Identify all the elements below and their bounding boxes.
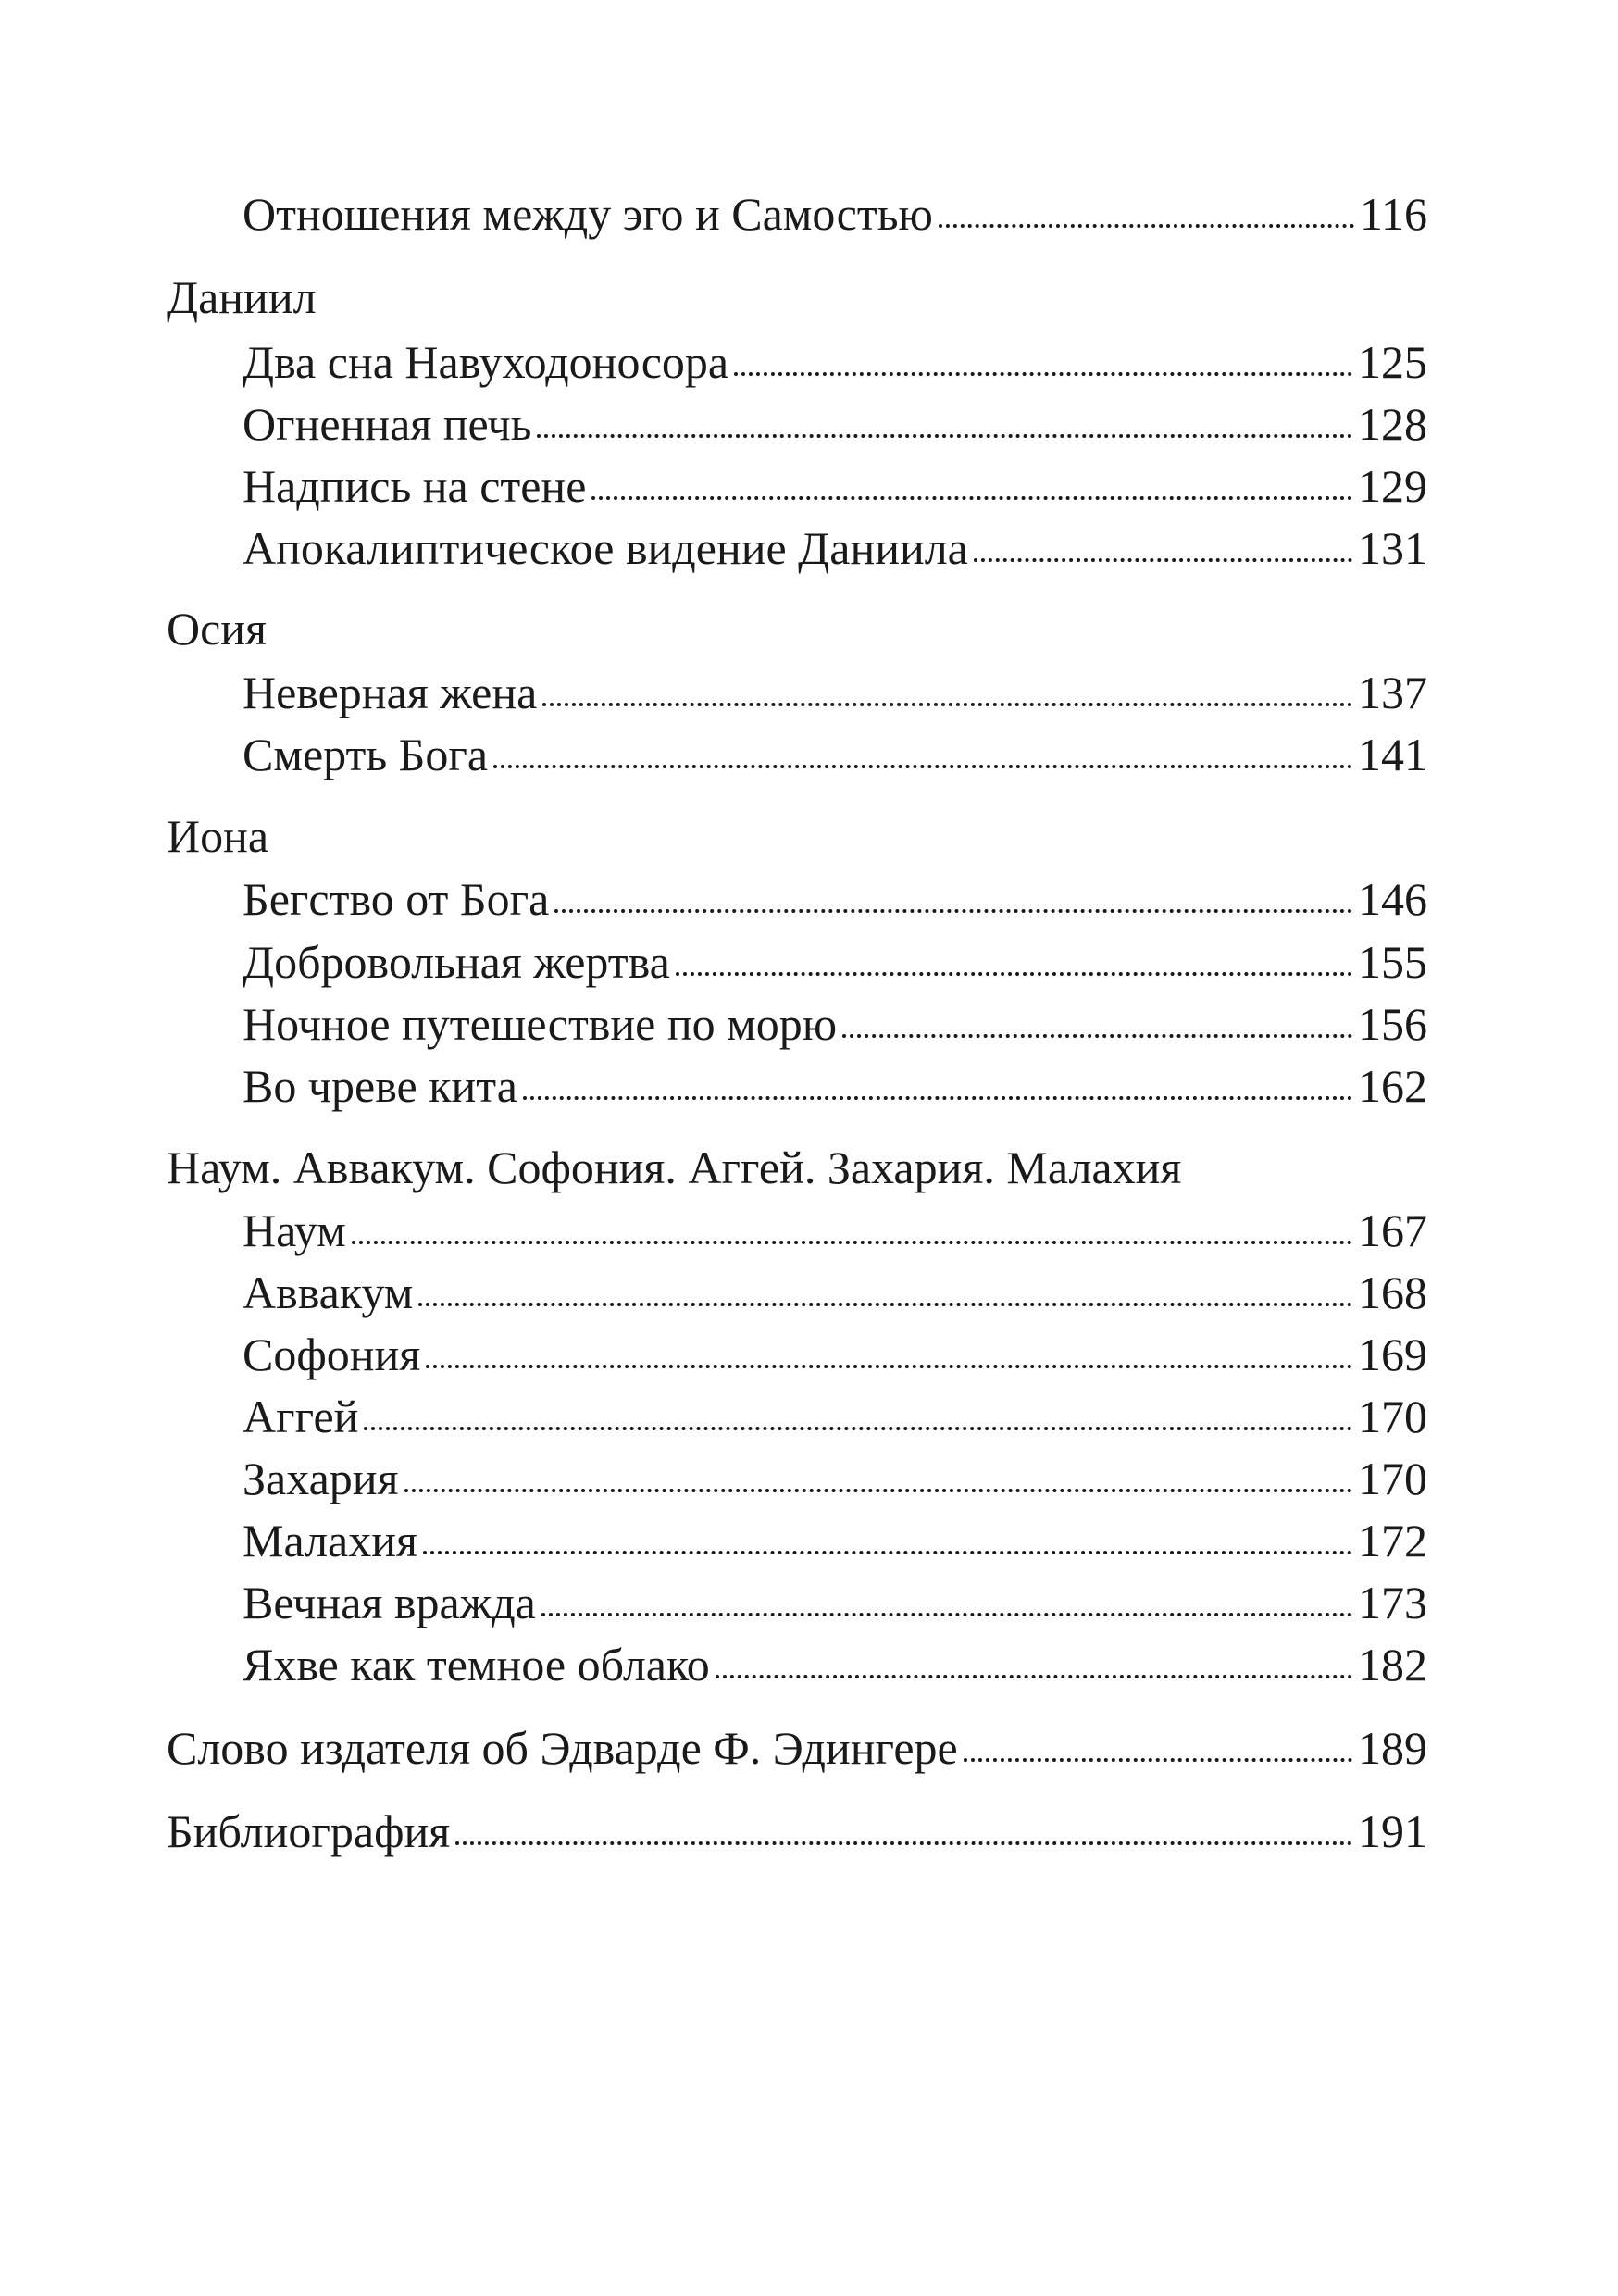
toc-entry[interactable] — [243, 522, 1427, 574]
toc-entry-page: 125 — [1358, 336, 1427, 388]
toc-entry-page: 167 — [1358, 1204, 1427, 1256]
toc-entry-page: 131 — [1358, 522, 1427, 574]
toc-entry-page: 162 — [1358, 1060, 1427, 1112]
toc-entry-page: 173 — [1358, 1577, 1427, 1628]
toc-entry-page: 137 — [1358, 667, 1427, 718]
toc-entry-page: 170 — [1358, 1453, 1427, 1504]
toc-entry-title: Яхве как темное облако — [243, 1639, 710, 1691]
toc-entry-page: 170 — [1358, 1391, 1427, 1442]
toc-entry-ego-self[interactable] — [243, 188, 1427, 240]
dot-leader — [542, 703, 1352, 706]
dot-leader — [493, 765, 1352, 768]
toc-entry-publisher-note[interactable] — [167, 1722, 1427, 1774]
toc-entry-title: Смерть Бога — [243, 729, 489, 780]
dot-leader — [423, 1551, 1352, 1554]
toc-entry-page: 168 — [1358, 1267, 1427, 1318]
toc-entry[interactable] — [243, 998, 1427, 1050]
dot-leader — [591, 496, 1352, 500]
toc-entry-title: Огненная печь — [243, 398, 532, 450]
dot-leader — [734, 372, 1352, 376]
toc-entry-page: 116 — [1359, 188, 1427, 240]
toc-entry[interactable] — [243, 1204, 1427, 1256]
dot-leader — [964, 1758, 1352, 1762]
toc-entry-title: Ночное путешествие по морю — [243, 998, 838, 1050]
toc-entry-page: 189 — [1358, 1722, 1427, 1774]
toc-entry-title: Вечная вражда — [243, 1577, 536, 1628]
toc-entry-page: 172 — [1358, 1515, 1427, 1566]
toc-entry-page: 156 — [1358, 998, 1427, 1050]
toc-entry[interactable] — [243, 731, 1427, 778]
toc-entry-title: Малахия — [243, 1515, 417, 1566]
toc-entry-title: Два сна Навуходоносора — [243, 336, 729, 388]
toc-entry[interactable] — [243, 1517, 1427, 1564]
toc-entry-page: 182 — [1358, 1639, 1427, 1691]
section-heading-jonah: Иона — [167, 810, 269, 862]
toc-entry[interactable] — [243, 873, 1427, 925]
toc-entry[interactable] — [243, 1269, 1427, 1316]
toc-entry[interactable] — [243, 336, 1427, 388]
toc-entry-title: Апокалиптическое видение Даниила — [243, 522, 968, 574]
toc-entry-title: Надпись на стене — [243, 460, 587, 512]
dot-leader — [676, 972, 1352, 976]
toc-entry-title: Наум — [243, 1204, 346, 1256]
toc-entry[interactable] — [243, 398, 1427, 450]
toc-entry-bibliography[interactable] — [167, 1805, 1427, 1857]
toc-entry-page: 155 — [1358, 936, 1427, 988]
toc-entry-title: Неверная жена — [243, 667, 538, 718]
toc-entry-page: 129 — [1358, 460, 1427, 512]
toc-entry-title: Аввакум — [243, 1267, 414, 1318]
dot-leader — [404, 1489, 1352, 1492]
dot-leader — [716, 1675, 1352, 1678]
toc-entry[interactable] — [243, 669, 1427, 716]
toc-entry[interactable] — [243, 460, 1427, 512]
dot-leader — [418, 1303, 1352, 1306]
toc-entry[interactable] — [243, 936, 1427, 988]
toc-entry[interactable] — [243, 1579, 1427, 1626]
dot-leader — [352, 1241, 1352, 1244]
section-heading-daniel: Даниил — [167, 271, 317, 323]
dot-leader — [541, 1613, 1352, 1616]
dot-leader — [455, 1841, 1352, 1845]
toc-entry-page: 191 — [1358, 1805, 1427, 1857]
toc-entry-page: 169 — [1358, 1329, 1427, 1380]
toc-entry-page: 128 — [1358, 398, 1427, 450]
toc-entry[interactable] — [243, 1393, 1427, 1440]
dot-leader — [537, 434, 1352, 438]
section-heading-minor-prophets: Наум. Аввакум. Софония. Аггей. Захария. Малахия — [167, 1142, 1182, 1193]
toc-entry-title: Захария — [243, 1453, 399, 1504]
dot-leader — [842, 1034, 1352, 1038]
toc-entry-title: Бегство от Бога — [243, 873, 550, 925]
toc-entry[interactable] — [243, 1455, 1427, 1502]
toc-entry-page: 141 — [1358, 729, 1427, 780]
dot-leader — [364, 1427, 1352, 1430]
toc-entry[interactable] — [243, 1331, 1427, 1378]
toc-entry-title: Аггей — [243, 1391, 359, 1442]
dot-leader — [426, 1365, 1352, 1368]
toc-entry-title: Отношения между эго и Самостью — [243, 188, 933, 240]
toc-entry-title: Добровольная жертва — [243, 936, 670, 988]
dot-leader — [554, 909, 1352, 913]
section-heading-hosea: Осия — [167, 603, 268, 655]
dot-leader — [523, 1096, 1352, 1100]
dot-leader — [939, 224, 1354, 228]
toc-entry-title: Во чреве кита — [243, 1060, 517, 1112]
toc-entry-title: Слово издателя об Эдварде Ф. Эдингере — [167, 1722, 958, 1774]
toc-entry[interactable] — [243, 1639, 1427, 1691]
toc-entry-title: Софония — [243, 1329, 421, 1380]
toc-entry[interactable] — [243, 1060, 1427, 1112]
dot-leader — [974, 558, 1352, 562]
toc-entry-page: 146 — [1358, 873, 1427, 925]
toc-entry-title: Библиография — [167, 1805, 451, 1857]
